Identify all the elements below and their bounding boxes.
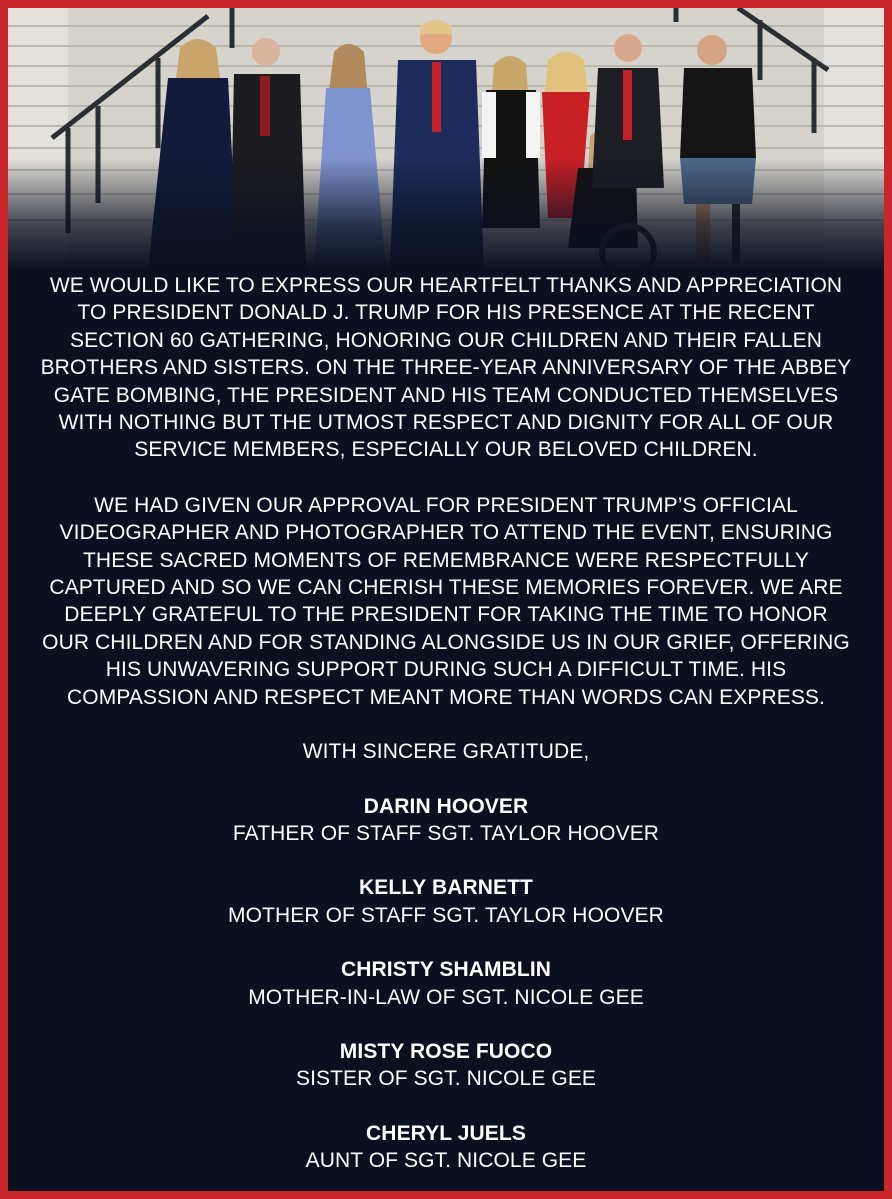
- signatory: [8, 956, 884, 1011]
- signatory-name: CHERYL JUELS: [366, 1121, 526, 1145]
- paragraph-2-line: THESE SACRED MOMENTS OF REMEMBRANCE WERE RESPECTFULLY: [83, 548, 809, 572]
- signatory-name: DARIN HOOVER: [363, 794, 529, 818]
- photo-fade-overlay: [8, 158, 884, 270]
- letter-body: [8, 272, 884, 1175]
- paragraph-2-line: OUR CHILDREN AND FOR STANDING ALONGSIDE US IN OUR GRIEF, OFFERING: [42, 630, 850, 654]
- paragraph-2: [32, 492, 860, 711]
- signatory-relation: MOTHER OF STAFF SGT. TAYLOR HOOVER: [228, 903, 664, 927]
- signatory-name: MISTY ROSE FUOCO: [339, 1039, 553, 1063]
- paragraph-2-line: WE HAD GIVEN OUR APPROVAL FOR PRESIDENT TRUMP’S OFFICIAL: [94, 493, 798, 517]
- paragraph-1-line: TO PRESIDENT DONALD J. TRUMP FOR HIS PRESENCE AT THE RECENT: [77, 301, 815, 325]
- group-photo: [8, 8, 884, 270]
- signatory: [8, 874, 884, 929]
- signatory-relation: SISTER OF SGT. NICOLE GEE: [295, 1067, 597, 1091]
- paragraph-1: [32, 272, 860, 464]
- paragraph-2-line: DEEPLY GRATEFUL TO THE PRESIDENT FOR TAKING THE TIME TO HONOR: [64, 603, 828, 627]
- paragraph-1-line: WE WOULD LIKE TO EXPRESS OUR HEARTFELT THANKS AND APPRECIATION: [49, 274, 843, 297]
- paragraph-1-line: BROTHERS AND SISTERS. ON THE THREE-YEAR ANNIVERSARY OF THE ABBEY: [40, 356, 852, 380]
- paragraph-1-line: GATE BOMBING, THE PRESIDENT AND HIS TEAM CONDUCTED THEMSELVES: [53, 383, 839, 407]
- letter-card: [8, 8, 884, 1191]
- signatory-relation: FATHER OF STAFF SGT. TAYLOR HOOVER: [232, 821, 660, 845]
- paragraph-2-line: COMPASSION AND RESPECT MEANT MORE THAN WORDS CAN EXPRESS.: [67, 685, 825, 709]
- signatory-relation: MOTHER-IN-LAW OF SGT. NICOLE GEE: [248, 985, 644, 1009]
- signatory: [8, 1120, 884, 1175]
- signatory: [8, 793, 884, 848]
- paragraph-1-line: SECTION 60 GATHERING, HONORING OUR CHILDREN AND THEIR FALLEN: [69, 328, 822, 352]
- paragraph-1-line: SERVICE MEMBERS, ESPECIALLY OUR BELOVED CHILDREN.: [134, 438, 758, 462]
- paragraph-2-line: HIS UNWAVERING SUPPORT DURING SUCH A DIFFICULT TIME. HIS: [105, 658, 787, 682]
- paragraph-2-line: CAPTURED AND SO WE CAN CHERISH THESE MEMORIES FOREVER. WE ARE: [49, 576, 843, 600]
- signatory: [8, 1038, 884, 1093]
- paragraph-1-line: WITH NOTHING BUT THE UTMOST RESPECT AND DIGNITY FOR ALL OF OUR: [58, 411, 834, 435]
- paragraph-2-line: VIDEOGRAPHER AND PHOTOGRAPHER TO ATTEND THE EVENT, ENSURING: [59, 521, 833, 545]
- closing-line: WITH SINCERE GRATITUDE,: [302, 740, 590, 764]
- signatory-name: CHRISTY SHAMBLIN: [340, 958, 552, 982]
- signatory-name: KELLY BARNETT: [359, 876, 533, 900]
- signatory-relation: AUNT OF SGT. NICOLE GEE: [305, 1149, 587, 1173]
